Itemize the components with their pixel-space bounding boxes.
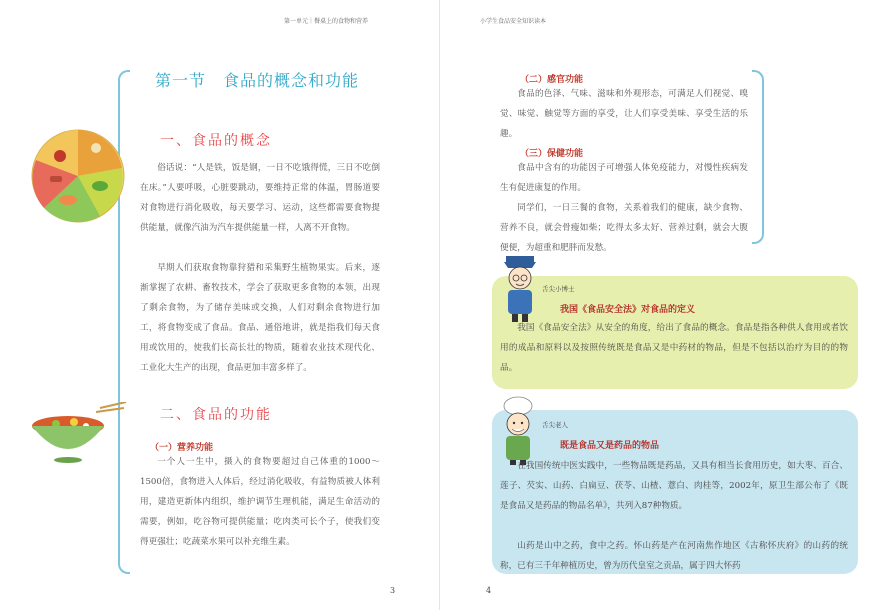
box-title-medicine-food: 既是食品又是药品的物品 bbox=[560, 441, 660, 451]
paragraph-advice: 同学们，一日三餐的食物，关系着我们的健康，缺少食物、营养不良，就会骨瘦如柴；吃得太多太好、营养过剩，就会大腹便便，为超重和肥胖而发愁。 bbox=[500, 203, 748, 253]
box-label-elder: 舌尖老人 bbox=[542, 421, 568, 429]
paragraph-sensory: 食品的色泽、气味、滋味和外观形态，可满足人们视觉、嗅觉、味觉、触觉等方面的享受，让人们享受美味、享受生活的乐趣。 bbox=[500, 89, 748, 139]
box-text-medicine-food-1: 在我国传统中医实践中，一些物品既是药品，又具有相当长食用历史，如大枣、百合、莲子、芡实、山药、白扁豆、茯苓、山楂、薏白、肉桂等，2002年，原卫生部公布了《既是食品又是药品的物品名单》，共列入87种物质。 bbox=[500, 461, 848, 511]
running-head-right: 小学生食品安全知识读本 bbox=[480, 18, 547, 25]
paragraph-concept-1: 俗话说：“人是铁，饭是钢，一日不吃饿得慌，三日不吃倒在床。”人要呼吸，心脏要跳动，要维持正常的体温，胃肠道要对食物进行消化吸收，每天要学习、运动，这些都需要食物提供能量，就像汽油为汽车提供能量一样，人离不开食物。 bbox=[140, 163, 380, 233]
box-text-medicine-food-2: 山药是山中之药，食中之药。怀山药是产在河南焦作地区《古称怀庆府》的山药的统称，已有三千年种植历史，曾为历代皇室之贡品，属于四大怀药 bbox=[500, 541, 848, 571]
decorative-bracket-right bbox=[752, 70, 764, 244]
subheading-health: （三）保健功能 bbox=[520, 149, 584, 159]
box-text-food-law: 我国《食品安全法》从安全的角度，给出了食品的概念。食品是指各种供人食用或者饮用的成品和原料以及按照传统既是食品又是中药材的物品，但是不包括以治疗为目的的物品。 bbox=[500, 323, 848, 373]
running-head-left: 第一单元｜餐桌上的食物和营养 bbox=[284, 18, 369, 25]
doctor-character-icon bbox=[500, 252, 540, 324]
left-page bbox=[0, 0, 439, 610]
heading-food-concept: 一、食品的概念 bbox=[160, 133, 272, 149]
page-number-right: 4 bbox=[486, 586, 492, 595]
subheading-sensory: （二）感官功能 bbox=[520, 75, 584, 85]
box-title-food-law: 我国《食品安全法》对食品的定义 bbox=[560, 305, 696, 315]
paragraph-concept-2: 早期人们获取食物靠狩猎和采集野生植物果实。后来，逐渐掌握了农耕、畜牧技术，学会了获取更多食物的本领，出现了剩余食物，为了储存美味或交换，人们对剩余食物进行加工，将食物变成了食品。食品、通俗地讲，就是指我们每天食用或饮用的，使我们长高长壮的物质，随着农业技术现代化、工业化大生产的出现，食品更加丰富多样了。 bbox=[140, 263, 380, 373]
page-number-left: 3 bbox=[390, 586, 396, 595]
soup-bowl-icon bbox=[30, 402, 128, 468]
section-title: 第一节 食品的概念和功能 bbox=[155, 71, 360, 90]
food-pyramid-icon bbox=[30, 126, 126, 226]
paragraph-health: 食品中含有的功能因子可增强人体免疫能力，对慢性疾病发生有促进康复的作用。 bbox=[500, 163, 748, 193]
box-label-doctor: 舌尖小博士 bbox=[542, 285, 575, 293]
subheading-nutrition: （一）营养功能 bbox=[150, 443, 214, 453]
paragraph-nutrition: 一个人一生中，摄入的食物要超过自己体重的1000～1500倍，食物进入人体后，经过消化吸收，有益物质被人体利用，建造更新体内组织，维护调节生理机能，满足生命活动的需要，例如，吃谷物可提供能量；吃肉类可长个子，使我们变得更强壮；吃蔬菜水果可以补充维生素。 bbox=[140, 457, 380, 547]
heading-food-function: 二、食品的功能 bbox=[160, 407, 272, 423]
